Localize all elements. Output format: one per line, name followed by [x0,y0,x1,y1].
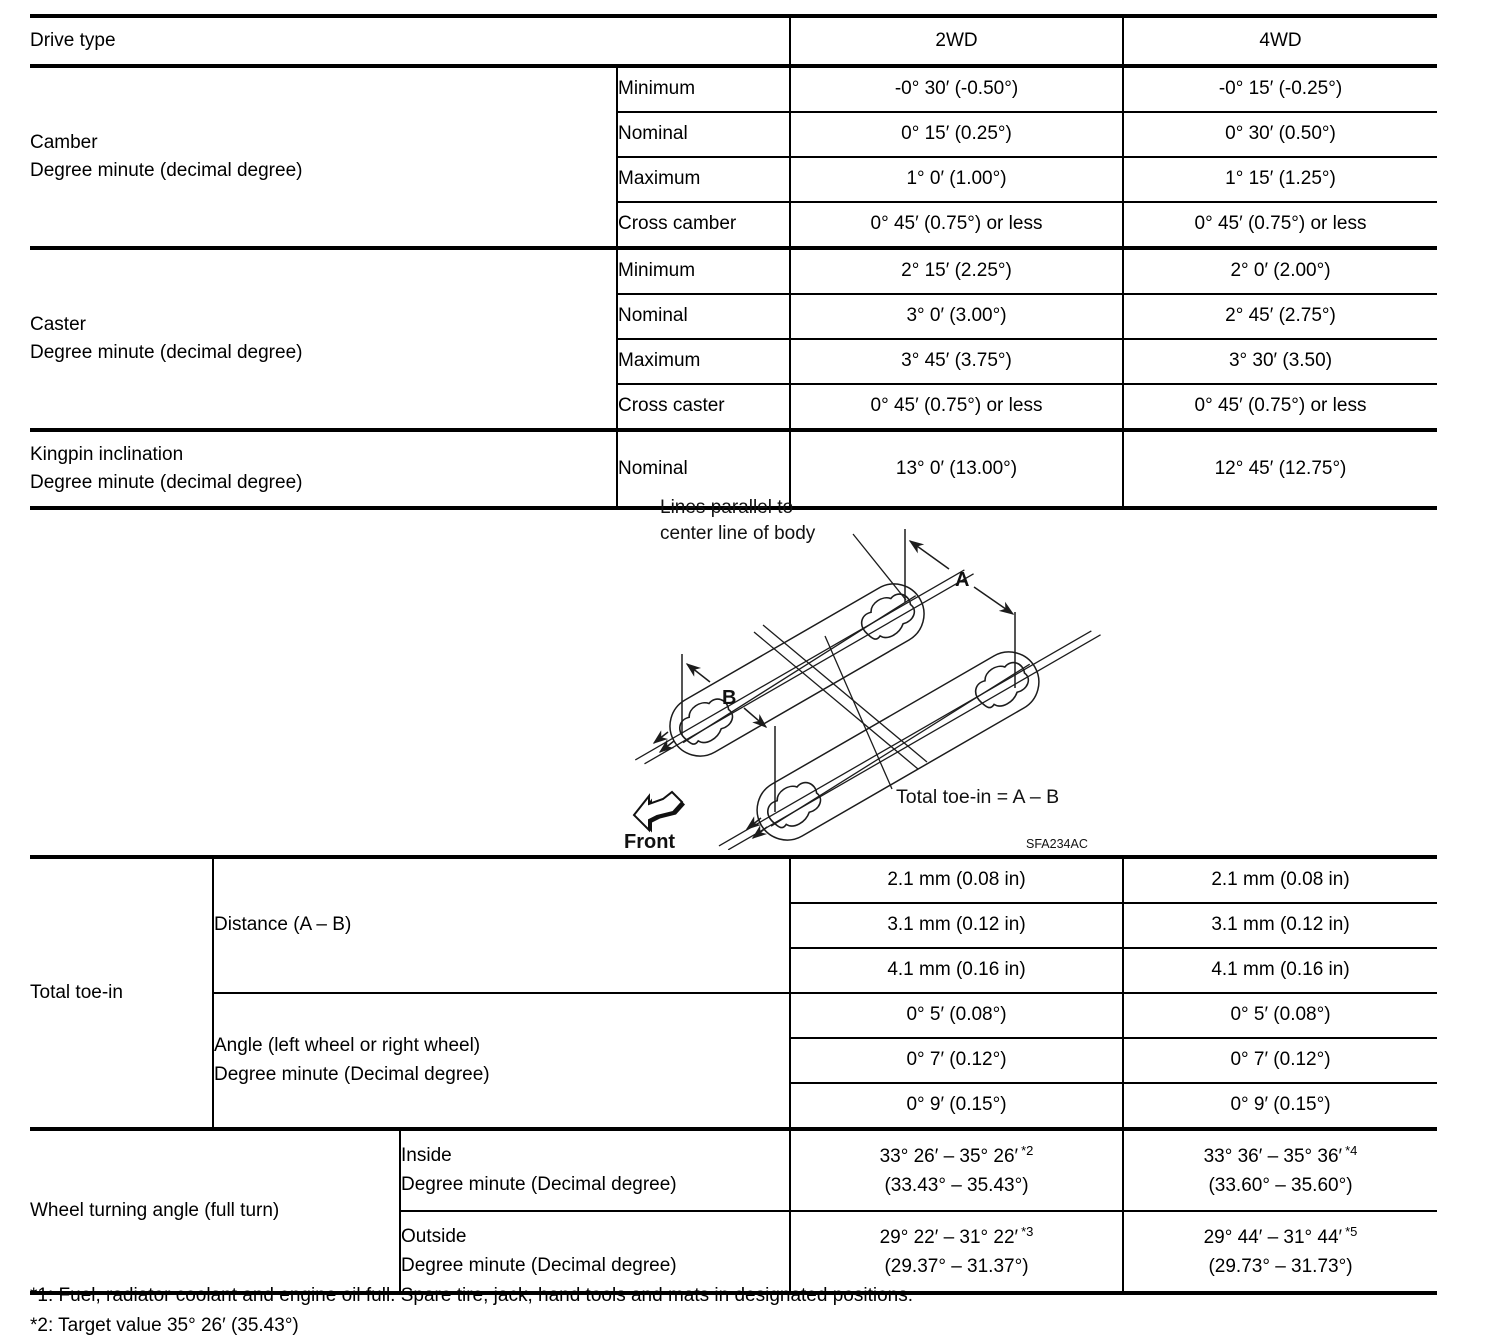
angle-row2-4wd-value: 0° 7′ (0.12°) [1123,1038,1437,1083]
dimension-b-arrow [744,708,766,727]
alignment-spec-table [30,14,1437,510]
caster-label [30,248,617,430]
toe-in-formula: Total toe-in = A – B [896,786,1060,808]
table-row [30,857,1437,903]
cross-camber-4wd-value: 0° 45′ (0.75°) or less [1123,202,1437,248]
parameter-name: Caster [30,313,86,335]
table-row [30,1129,1437,1211]
outside-label [400,1211,790,1293]
angle-label-line1: Angle (left wheel or right wheel) [214,1035,481,1056]
value-degrees: (33.60° – 35.60°) [1208,1174,1353,1196]
annotation-leader-line [853,534,906,600]
distance-row3-2wd-value: 4.1 mm (0.16 in) [790,948,1123,993]
column-header-2wd: 2WD [790,16,1123,66]
dimension-a-label: A [955,569,970,591]
table-row [30,248,1437,294]
kingpin-nominal-label: Nominal [617,430,790,508]
angle-row1-2wd-value: 0° 5′ (0.08°) [790,993,1123,1038]
parameter-name: Kingpin inclination [30,443,184,465]
distance-row1-4wd-value: 2.1 mm (0.08 in) [1123,857,1437,903]
drive-type-header: Drive type [30,16,790,66]
camber-label [30,66,617,248]
camber-maximum-2wd-value: 1° 0′ (1.00°) [790,157,1123,202]
front-arrow-icon [634,792,685,833]
outside-label-line1: Outside [401,1226,467,1247]
cross-camber-label: Cross camber [617,202,790,248]
right-tire-track [705,605,1113,850]
footnote-2: *2: Target value 35° 26′ (35.43°) [30,1315,299,1336]
table-row [30,16,1437,66]
footnote-marker: *3 [1021,1224,1034,1239]
toe-in-spec-table [30,855,1437,1295]
angle-label [213,993,790,1129]
figure-code: SFA234AC [1026,837,1088,850]
caster-nominal-2wd-value: 3° 0′ (3.00°) [790,294,1123,339]
angle-row2-2wd-value: 0° 7′ (0.12°) [790,1038,1123,1083]
caster-minimum-4wd-value: 2° 0′ (2.00°) [1123,248,1437,294]
toe-in-diagram [560,486,1160,850]
footnote-marker: *2 [1021,1143,1034,1158]
left-tire-track [622,544,986,789]
inside-label-line1: Inside [401,1145,452,1166]
camber-minimum-4wd-value: -0° 15′ (-0.25°) [1123,66,1437,112]
dimension-b-label: B [722,687,737,709]
distance-row1-2wd-value: 2.1 mm (0.08 in) [790,857,1123,903]
outside-4wd-value [1123,1211,1437,1293]
camber-minimum-label: Minimum [617,66,790,112]
distance-row2-4wd-value: 3.1 mm (0.12 in) [1123,903,1437,948]
dimension-a [905,529,1015,688]
caster-nominal-4wd-value: 2° 45′ (2.75°) [1123,294,1437,339]
outside-label-line2: Degree minute (Decimal degree) [401,1254,677,1276]
angle-row3-2wd-value: 0° 9′ (0.15°) [790,1083,1123,1129]
caster-maximum-2wd-value: 3° 45′ (3.75°) [790,339,1123,384]
angle-label-line2: Degree minute (Decimal degree) [214,1063,490,1085]
value-degrees: (29.37° – 31.37°) [884,1255,1029,1277]
camber-minimum-2wd-value: -0° 30′ (-0.50°) [790,66,1123,112]
angle-row3-4wd-value: 0° 9′ (0.15°) [1123,1083,1437,1129]
diagram-annotation-line2: center line of body [660,523,816,544]
cross-caster-4wd-value: 0° 45′ (0.75°) or less [1123,384,1437,430]
footnote-marker: *4 [1345,1143,1358,1158]
dimension-a-arrow [974,587,1013,614]
caster-maximum-label: Maximum [617,339,790,384]
kingpin-label [30,430,617,508]
dimension-b [682,654,775,812]
diagram-annotation-line1: Lines parallel to [660,497,794,518]
footnote-marker: *5 [1345,1224,1358,1239]
value-degrees: (33.43° – 35.43°) [884,1174,1029,1196]
inside-label [400,1129,790,1211]
camber-nominal-2wd-value: 0° 15′ (0.25°) [790,112,1123,157]
inside-4wd-value [1123,1129,1437,1211]
total-toe-in-label: Total toe-in [30,857,213,1129]
cross-caster-label: Cross caster [617,384,790,430]
table-row [30,993,1437,1038]
distance-label: Distance (A – B) [213,857,790,993]
column-header-4wd: 4WD [1123,16,1437,66]
value-range: 29° 44′ – 31° 44′ [1203,1227,1343,1248]
inside-2wd-value [790,1129,1123,1211]
cross-camber-2wd-value: 0° 45′ (0.75°) or less [790,202,1123,248]
value-range: 33° 26′ – 35° 26′ [879,1146,1019,1167]
inside-label-line2: Degree minute (Decimal degree) [401,1173,677,1195]
footnote-1: *1: Fuel, radiator coolant and engine oil full. Spare tire, jack, hand tools and mats in designated positions. [30,1285,913,1306]
distance-row3-4wd-value: 4.1 mm (0.16 in) [1123,948,1437,993]
wheel-turning-angle-label: Wheel turning angle (full turn) [30,1129,400,1293]
camber-nominal-label: Nominal [617,112,790,157]
tire-outline [746,641,1050,850]
caster-minimum-label: Minimum [617,248,790,294]
parameter-name: Camber [30,131,98,153]
camber-maximum-4wd-value: 1° 15′ (1.25°) [1123,157,1437,202]
camber-maximum-label: Maximum [617,157,790,202]
kingpin-nominal-4wd-value: 12° 45′ (12.75°) [1123,430,1437,508]
angle-row1-4wd-value: 0° 5′ (0.08°) [1123,993,1437,1038]
dimension-b-arrow [687,664,710,682]
parameter-unit: Degree minute (decimal degree) [30,342,303,363]
cross-caster-2wd-value: 0° 45′ (0.75°) or less [790,384,1123,430]
cross-reference-lines [754,625,927,769]
front-label: Front [624,831,676,850]
table-row [30,66,1437,112]
camber-nominal-4wd-value: 0° 30′ (0.50°) [1123,112,1437,157]
kingpin-nominal-2wd-value: 13° 0′ (13.00°) [790,430,1123,508]
caster-nominal-label: Nominal [617,294,790,339]
parameter-unit: Degree minute (decimal degree) [30,160,303,181]
value-degrees: (29.73° – 31.73°) [1208,1255,1353,1277]
outside-2wd-value [790,1211,1123,1293]
dimension-a-arrow [910,541,949,569]
value-range: 29° 22′ – 31° 22′ [879,1227,1019,1248]
value-range: 33° 36′ – 35° 36′ [1203,1146,1343,1167]
caster-minimum-2wd-value: 2° 15′ (2.25°) [790,248,1123,294]
parameter-unit: Degree minute (decimal degree) [30,472,303,493]
distance-row2-2wd-value: 3.1 mm (0.12 in) [790,903,1123,948]
caster-maximum-4wd-value: 3° 30′ (3.50) [1123,339,1437,384]
